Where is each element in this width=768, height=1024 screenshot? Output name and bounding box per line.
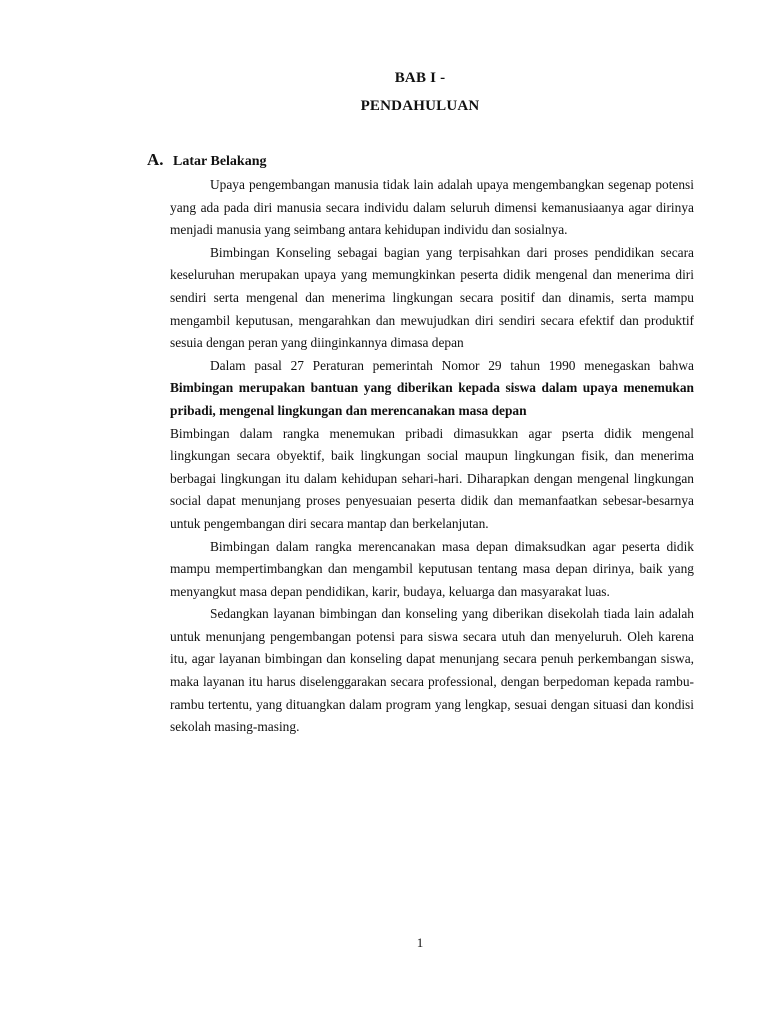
paragraph-3-intro: Dalam pasal 27 Peraturan pemerintah Nomor 29 tahun 1990 menegaskan bahwa [210, 357, 694, 373]
paragraph-3-bold-definition: Bimbingan merupakan bantuan yang diberikan kepada siswa dalam upaya menemukan pribadi, mengenal lingkungan dan merencanakan masa depan [170, 380, 694, 418]
page-number: 1 [416, 935, 424, 950]
paragraph-1: Upaya pengembangan manusia tidak lain adalah upaya mengembangkan segenap potensi yang ada pada diri manusia secara individu dalam seluruh dimensi kemanusiaanya agar dirinya menjadi manusia yang seimbang antara kehidupan individu dan sosialnya. [170, 177, 694, 238]
chapter-number: BAB I - [394, 70, 446, 86]
paragraph-2: Bimbingan Konseling sebagai bagian yang terpisahkan dari proses pendidikan secara keseluruhan merupakan upaya yang memungkinkan peserta didik mengenal dan menerima diri sendiri serta mengenal dan menerima lingkungan secara positif dan dinamis, serta mampu mengambil keputusan, mengarahkan dan mewujudkan diri sendiri secara efektif dan produktif sesuia dengan peran yang diinginkannya dimasa depan [170, 244, 694, 351]
document-body [170, 174, 694, 739]
section-heading [147, 150, 267, 170]
paragraph-5: Bimbingan dalam rangka merencanakan masa depan dimaksudkan agar peserta didik mampu mempertimbangkan dan mengambil keputusan tentang masa depan dirinya, baik yang menyangkut masa depan pendidikan, karir, budaya, keluarga dan masyarakat luas. [170, 538, 694, 599]
paragraph-6: Sedangkan layanan bimbingan dan konseling yang diberikan disekolah tiada lain adalah untuk menunjang pengembangan potensi para siswa secara utuh dan menyeluruh. Oleh karena itu, agar layanan bimbingan dan konseling dapat menunjang secara penuh perkembangan siswa, maka layanan itu harus diselenggarakan secara professional, dengan berpedoman kepada rambu-rambu tertentu, yang dituangkan dalam program yang lengkap, sesuai dengan situasi dan kondisi sekolah masing-masing. [170, 606, 694, 735]
paragraph-4: Bimbingan dalam rangka menemukan pribadi dimasukkan agar pserta didik mengenal lingkungan secara obyektif, baik lingkungan social maupun lingkungan fisik, dan menerima berbagai lingkungan itu dalam kehidupan sehari-hari. Diharapkan dengan mengenal lingkungan social dapat menunjang proses penyesuaian peserta didik dan memanfaatkan sebesar-besarnya untuk pengembangan diri secara mantap dan berkelanjutan. [170, 425, 694, 531]
section-title: Latar Belakang [173, 154, 267, 169]
chapter-title: PENDAHULUAN [360, 98, 480, 114]
section-letter: A. [147, 150, 164, 169]
paragraph-3 [170, 355, 694, 423]
